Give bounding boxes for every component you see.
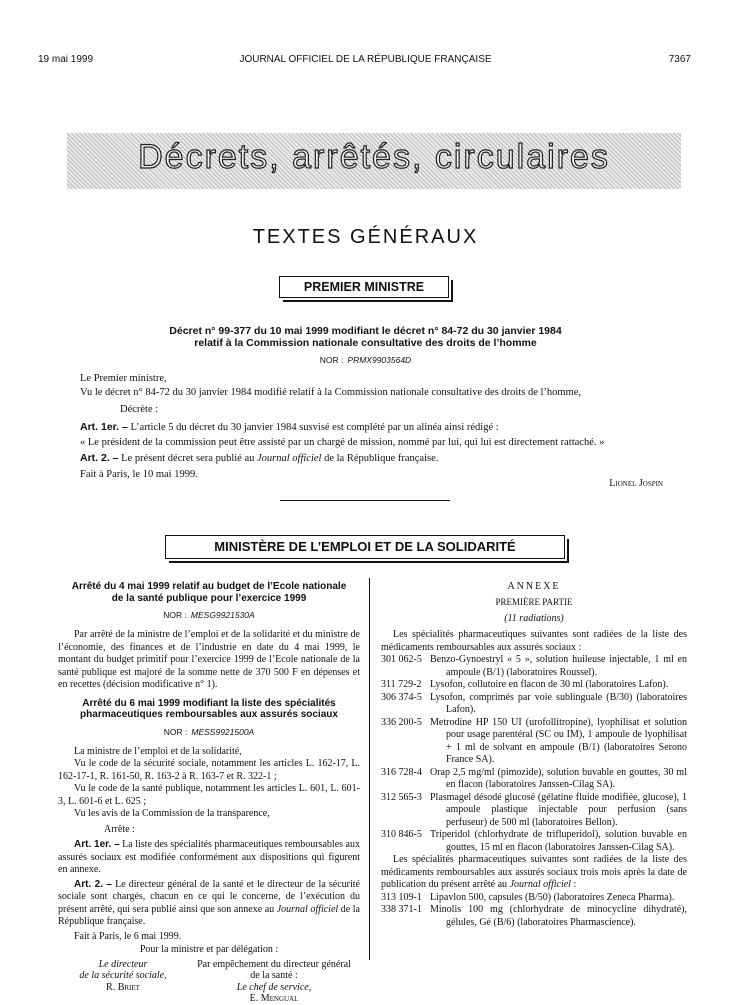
annexe-list-item (381, 767, 687, 792)
decree-line: Vu le décret n° 84-72 du 30 janvier 1984 modifié relatif à la Commission nationale consultative des droits de l’homme, (80, 386, 582, 398)
arrete1-title (58, 581, 360, 604)
product-description: Plasmagel désodé glucosé (gélatine fluide modifiée, glucose), 1 ampoule plastique injectable pour perfusion (sans perfuseur) de 500 ml (laboratoires Bellon). (430, 791, 687, 828)
decree-body (80, 372, 690, 481)
article-label: Art. 1er. – (80, 420, 128, 433)
product-code: 311 729-2 (381, 679, 422, 690)
product-description: Minolis 100 mg (chlorhydrate de minocycline dihydraté), gélules, Gé (B/6) (laboratoires Pharmascience). (430, 904, 687, 928)
annexe-list-item (381, 829, 687, 854)
product-description: Lipavlon 500, capsules (B/50) (laboratoires Zeneca Pharma). (430, 891, 675, 903)
arrete1-body: Par arrêté de la ministre de l’emploi et de la solidarité et du ministre de l’économie, des finances et de l’industrie en date du 4 mai 1999, le montant du budget primitif pour l’exercice 1999 de l’Ecole nationale de la santé publique est majoré de la somme nette de 370 500 F en dépenses et en recettes (décision modificative n° 1). (58, 629, 360, 690)
arrete-label: Arrête : (104, 823, 135, 835)
nor-code: MESG9921530A (190, 610, 255, 620)
arrete-title-line: pharmaceutiques remboursables aux assurés sociaux (80, 709, 338, 720)
decree-title-line1: Décret n° 99-377 du 10 mai 1999 modifiant le décret n° 84-72 du 30 janvier 1984 (169, 325, 562, 337)
signature-title: Le directeur (98, 958, 148, 970)
annexe-part: PREMIÈRE PARTIE (495, 597, 573, 607)
product-code: 310 846-5 (381, 829, 422, 840)
article-label: Art. 2. – (80, 451, 119, 464)
arrete2-article-1 (58, 839, 360, 877)
product-code: 338 371-1 (381, 904, 422, 915)
annexe-title: ANNEXE (507, 581, 561, 592)
signature-name: R. Briet (106, 981, 140, 993)
product-code: 316 728-4 (381, 766, 422, 778)
annexe-list-item (381, 654, 687, 679)
product-code: 313 109-1 (381, 891, 422, 903)
product-code: 336 200-5 (381, 716, 422, 728)
paragraph: Vu le code de la sécurité sociale, notamment les articles L. 162-17, L. 162-17-1, R. 161-50, R. 163-2 à R. 163-7 et R. 322-1 ; (58, 758, 360, 782)
signature-title: Le chef de service, (236, 981, 312, 993)
product-description: Metrodine HP 150 UI (urofollitropine), lyophilisat et solution pour usage parentéral (SC ou IM), 1 ampoule de lyophilisat + 1 ml de solvant en ampoule (B/1) (laboratoires Serono France SA). (430, 716, 687, 765)
annexe-list-item (381, 904, 687, 929)
article-text: Le présent décret sera publié au (118, 452, 257, 464)
ministry-box-emploi-solidarite (165, 535, 565, 559)
paragraph: Vu les avis de la Commission de la transparence, (74, 808, 270, 819)
nor-code: PRMX9903564D (347, 355, 412, 365)
decree-title-line2: relatif à la Commission nationale consultative des droits de l’homme (194, 337, 537, 349)
arrete-title-line: Arrêté du 6 mai 1999 modifiant la liste des spécialités (82, 697, 336, 709)
signature-name: E. Mengual (249, 993, 299, 1004)
arrete-title-line: Arrêté du 4 mai 1999 relatif au budget de l’Ecole nationale (71, 581, 347, 592)
paragraph: Vu le code de la santé publique, notamment les articles L. 601, L. 601-3, L. 601-6 et L. 625 ; (58, 783, 360, 807)
article-text: Le directeur général de la santé et le directeur de la sécurité sociale sont chargés, chacun en ce qui le concerne, de l’exécution du présent arrêté, qui sera publié ainsi que son annexe au (58, 878, 360, 915)
decree-decrete: Décrète : (120, 404, 159, 416)
decree-title (0, 325, 731, 349)
article-text: La liste des spécialités pharmaceutiques remboursables aux assurés sociaux est modifiée conformément aux dispositions qui figurent en annexe. (58, 839, 360, 875)
arrete-title-line: de la santé publique pour l’exercice 1999 (111, 592, 307, 604)
decree-nor (0, 350, 731, 368)
banner-title: Décrets, arrêtés, circulaires (138, 138, 610, 176)
product-description: Orap 2,5 mg/ml (pimozide), solution buvable en gouttes, 30 ml en flacon (laboratoires Janssen-Cilag SA). (430, 766, 687, 790)
decree-article-1 (80, 421, 690, 435)
column-divider (369, 578, 370, 960)
annexe-list-item (381, 792, 687, 830)
article-text: de la République française. (58, 903, 360, 927)
paragraph: La ministre de l’emploi et de la solidarité, (74, 745, 242, 757)
journal-name: Journal officiel (509, 879, 571, 890)
annexe-list-item (381, 679, 687, 692)
arrete2-signatures (58, 959, 360, 1005)
arrete2-body (58, 746, 360, 944)
article-text: L’article 5 du décret du 30 janvier 1984 susvisé est complété par un alinéa ainsi rédigé : (127, 421, 499, 433)
annexe-list-1 (381, 654, 687, 854)
annexe-list-2 (381, 892, 687, 930)
intro-text: : (570, 879, 577, 890)
arrete2-article-2 (58, 879, 360, 929)
annexe-list-item (381, 717, 687, 767)
arrete2-title (58, 698, 360, 721)
decree-line: Le Premier ministre, (80, 373, 167, 384)
separator (280, 500, 450, 501)
product-description: Lysofon, collutoire en flacon de 30 ml (laboratoires Lafon). (430, 679, 669, 690)
product-description: Lysofon, comprimés par voie sublinguale (B/30) (laboratoires Lafon). (430, 691, 687, 715)
product-code: 306 374-5 (381, 691, 422, 703)
arrete1-nor (58, 605, 360, 623)
arrete2-pour: Pour la ministre et par délégation : (139, 944, 279, 955)
decree-signature: Lionel Jospin (609, 478, 663, 489)
article-label: Art. 1er. – (74, 839, 120, 850)
product-code: 301 062-5 (381, 654, 422, 665)
nor-code: MESS9921500A (191, 726, 255, 737)
arrete2-nor (58, 722, 360, 740)
article-text: de la République française. (321, 452, 439, 464)
decree-article-1-quote: « Le président de la commission peut être assisté par un chargé de mission, nommé par lui, qui lui est directement rattaché. » (80, 437, 605, 449)
product-code: 312 565-3 (381, 791, 422, 803)
section-title: TEXTES GÉNÉRAUX (252, 226, 479, 248)
signature-left (58, 959, 188, 1005)
ministry-label: PREMIER MINISTRE (303, 280, 425, 294)
right-column (381, 581, 687, 929)
product-description: Benzo-Gynoestryl « 5 », solution huileuse injectable, 1 ml en ampoule (B/1) (laboratoires Roussel). (430, 654, 687, 678)
ministry-label: MINISTÈRE DE L’EMPLOI ET DE LA SOLIDARITÉ (214, 539, 516, 554)
nor-label: NOR : (319, 355, 344, 365)
annexe-list-item (381, 892, 687, 905)
header-date: 19 mai 1999 (38, 54, 94, 65)
article-label: Art. 2. – (74, 878, 112, 890)
ministry-box-premier-ministre (279, 276, 449, 298)
journal-name: Journal officiel (257, 452, 322, 464)
intro-text: Les spécialités pharmaceutiques suivantes sont radiées de la liste des médicaments remboursables aux assurés sociaux trois mois après la date de publication du présent arrêté au (381, 854, 687, 890)
product-description: Triperidol (chlorhydrate de trifluperidol), solution buvable en gouttes, 15 ml en flacon (laboratoires Janssen-Cilag SA). (430, 829, 687, 853)
signature-title: de la sécurité sociale, (79, 970, 167, 981)
decree-fait: Fait à Paris, le 10 mai 1999. (80, 468, 198, 480)
annexe-sub: (11 radiations) (504, 613, 564, 624)
signature-title: Par empêchement du directeur général (197, 958, 351, 970)
nor-label: NOR : (163, 610, 187, 620)
annexe-intro-1: Les spécialités pharmaceutiques suivantes sont radiées de la liste des médicaments remboursables aux assurés sociaux : (381, 629, 687, 653)
signature-title: de la santé : (250, 970, 298, 981)
arrete2-fait: Fait à Paris, le 6 mai 1999. (74, 930, 182, 942)
decree-article-2 (80, 452, 690, 466)
left-column (58, 581, 360, 1005)
header-page-number: 7367 (668, 54, 691, 65)
nor-label: NOR : (163, 726, 188, 737)
header-journal: JOURNAL OFFICIEL DE LA RÉPUBLIQUE FRANÇAISE (239, 54, 492, 65)
signature-right (188, 959, 360, 1005)
journal-name: Journal officiel (276, 903, 339, 915)
annexe-list-item (381, 692, 687, 717)
annexe-intro-2 (381, 854, 687, 892)
